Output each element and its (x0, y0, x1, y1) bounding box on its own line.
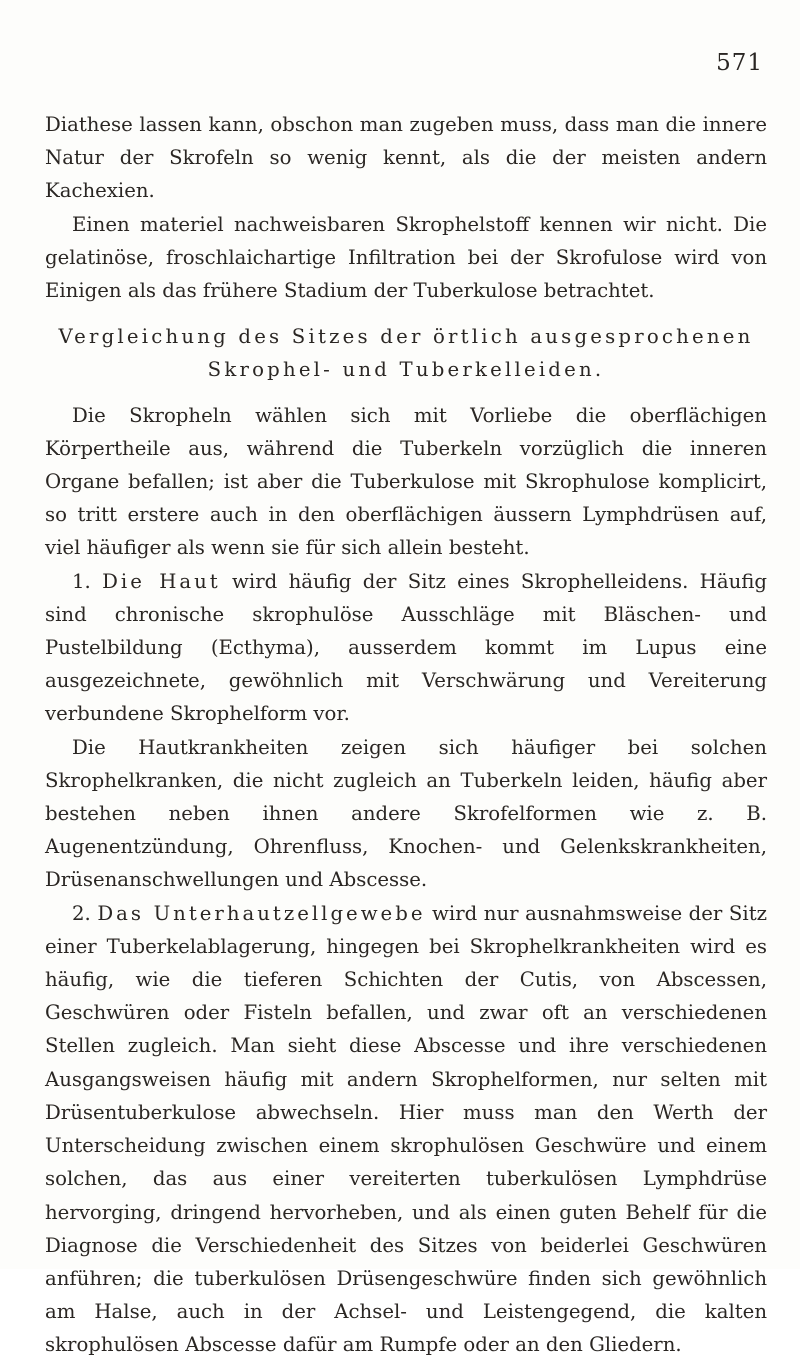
section-heading-text: Vergleichung des Sitzes der örtlich ausgesprochenen Skrophel- und Tuberkelleiden. (58, 325, 754, 382)
list-item-number: 1. (72, 569, 103, 593)
section-heading (45, 320, 767, 386)
list-item-term-unterhautzellgewebe: Das Unterhautzellgewebe (97, 901, 426, 925)
list-item-text-haut: wird häufig der Sitz eines Skrophelleidens. Häufig sind chronische skrophulöse Ausschläge mit Bläschen- und Pustelbildung (Ecthyma), ausserdem kommt im Lupus eine ausgezeichnete, gewöhnlich mit Verschwärung und Vereiterung verbundene Skrophelform vor. (45, 569, 767, 726)
paragraph-skrophelstoff: Einen materiel nachweisbaren Skrophelstoff kennen wir nicht. Die gelatinöse, froschlaichartige Infiltration bei der Skrofulose wird von Einigen als das frühere Stadium der Tuberkulose betrachtet. (45, 212, 767, 303)
page-number: 571 (716, 50, 763, 76)
list-item-text-unterhautzellgewebe: wird nur ausnahmsweise der Sitz einer Tuberkelablagerung, hingegen bei Skrophelkrankheiten wird es häufig, wie die tieferen Schichten der Cutis, von Abscessen, Geschwüren oder Fisteln befallen, und zwar oft an verschiedenen Stellen zugleich. Man sieht diese Abscesse und ihre verschiedenen Ausgangsweisen häufig mit andern Skrophelformen, nur selten mit Drüsentuberkulose abwechseln. Hier muss man den Werth der Unterscheidung zwischen einem skrophulösen Geschwüre und einem solchen, das aus einer vereiterten tuberkulösen Lymphdrüse hervorging, dringend hervorheben, und als einen guten Behelf für die Diagnose die Verschiedenheit des Sitzes von beiderlei Geschwüren anführen; die tuberkulösen Drüsengeschwüre finden sich gewöhnlich am Halse, auch in der Achsel- und Leistengegend, die kalten skrophulösen Abscesse dafür am Rumpfe oder an den Gliedern. (45, 901, 767, 1357)
paragraph-continuation: Diathese lassen kann, obschon man zugeben muss, dass man die innere Natur der Skrofeln so wenig kennt, als die der meisten andern Kachexien. (45, 113, 767, 203)
paragraph-hautkrankheiten: Die Hautkrankheiten zeigen sich häufiger bei solchen Skrophelkranken, die nicht zugleich an Tuberkeln leiden, häufig aber bestehen neben ihnen andere Skrofelformen wie z. B. Augenentzündung, Ohrenfluss, Knochen- und Gelenkskrankheiten, Drüsenanschwellungen und Abscesse. (45, 735, 767, 892)
paragraph-intro: Die Skropheln wählen sich mit Vorliebe die oberflächigen Körpertheile aus, während die Tuberkeln vorzüglich die inneren Organe befallen; ist aber die Tuberkulose mit Skrophulose komplicirt, so tritt erstere auch in den oberflächigen äussern Lymphdrüsen auf, viel häufiger als wenn sie für sich allein besteht. (45, 403, 767, 560)
list-item-term-haut: Die Haut (102, 569, 221, 593)
list-item-haut (45, 565, 767, 731)
list-item-number: 2. (72, 901, 98, 925)
list-item-unterhautzellgewebe (45, 897, 767, 1362)
body-text (45, 108, 767, 1362)
